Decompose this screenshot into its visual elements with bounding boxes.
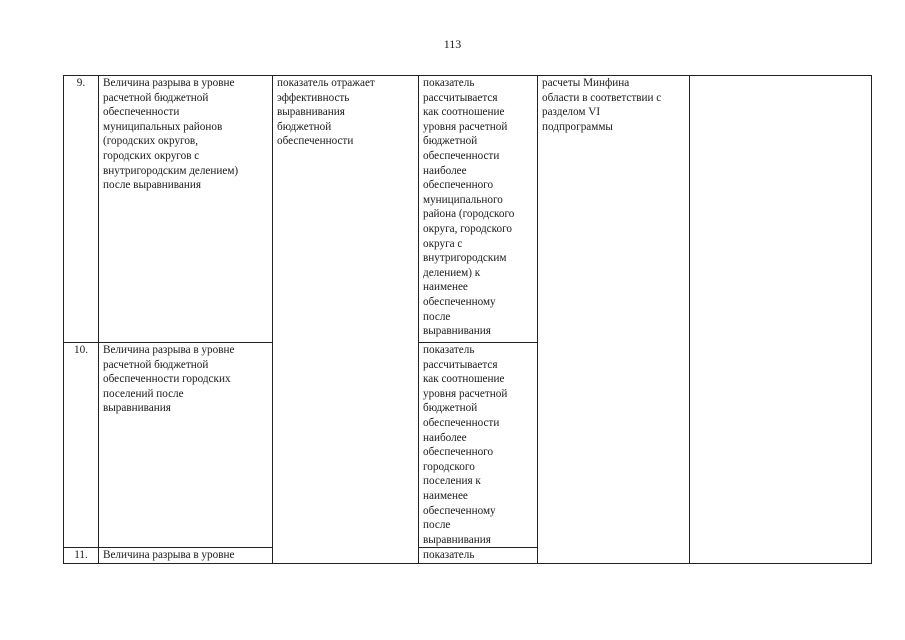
indicator-name: Величина разрыва в уровне расчетной бюджетной обеспеченности муниципальных районов (городских округов, городских округов с внутригородским делением) после выравнивания	[99, 76, 273, 343]
page-number: 113	[443, 37, 462, 51]
row-number: 10.	[64, 343, 99, 548]
calculation-method: показатель рассчитывается как соотношение уровня расчетной бюджетной обеспеченности наиболее обеспеченного городского поселения к наименее обеспеченному после выравнивания	[419, 343, 538, 548]
calculation-method: показатель рассчитывается как соотношение уровня расчетной бюджетной обеспеченности наиболее обеспеченного муниципального района (городского округа, городского округа с внутригородским делением) к наименее обеспеченному после выравнивания	[419, 76, 538, 343]
calculation-method: показатель	[419, 548, 538, 564]
table-row	[64, 76, 872, 343]
data-source: расчеты Минфина области в соответствии с разделом VI подпрограммы	[538, 76, 690, 564]
row-number: 9.	[64, 76, 99, 343]
indicator-name: Величина разрыва в уровне расчетной бюджетной обеспеченности городских поселений после выравнивания	[99, 343, 273, 548]
indicator-name: Величина разрыва в уровне	[99, 548, 273, 564]
notes-cell	[690, 76, 872, 564]
row-number: 11.	[64, 548, 99, 564]
indicators-table	[63, 75, 872, 564]
indicator-description: показатель отражает эффективность выравнивания бюджетной обеспеченности	[273, 76, 419, 564]
